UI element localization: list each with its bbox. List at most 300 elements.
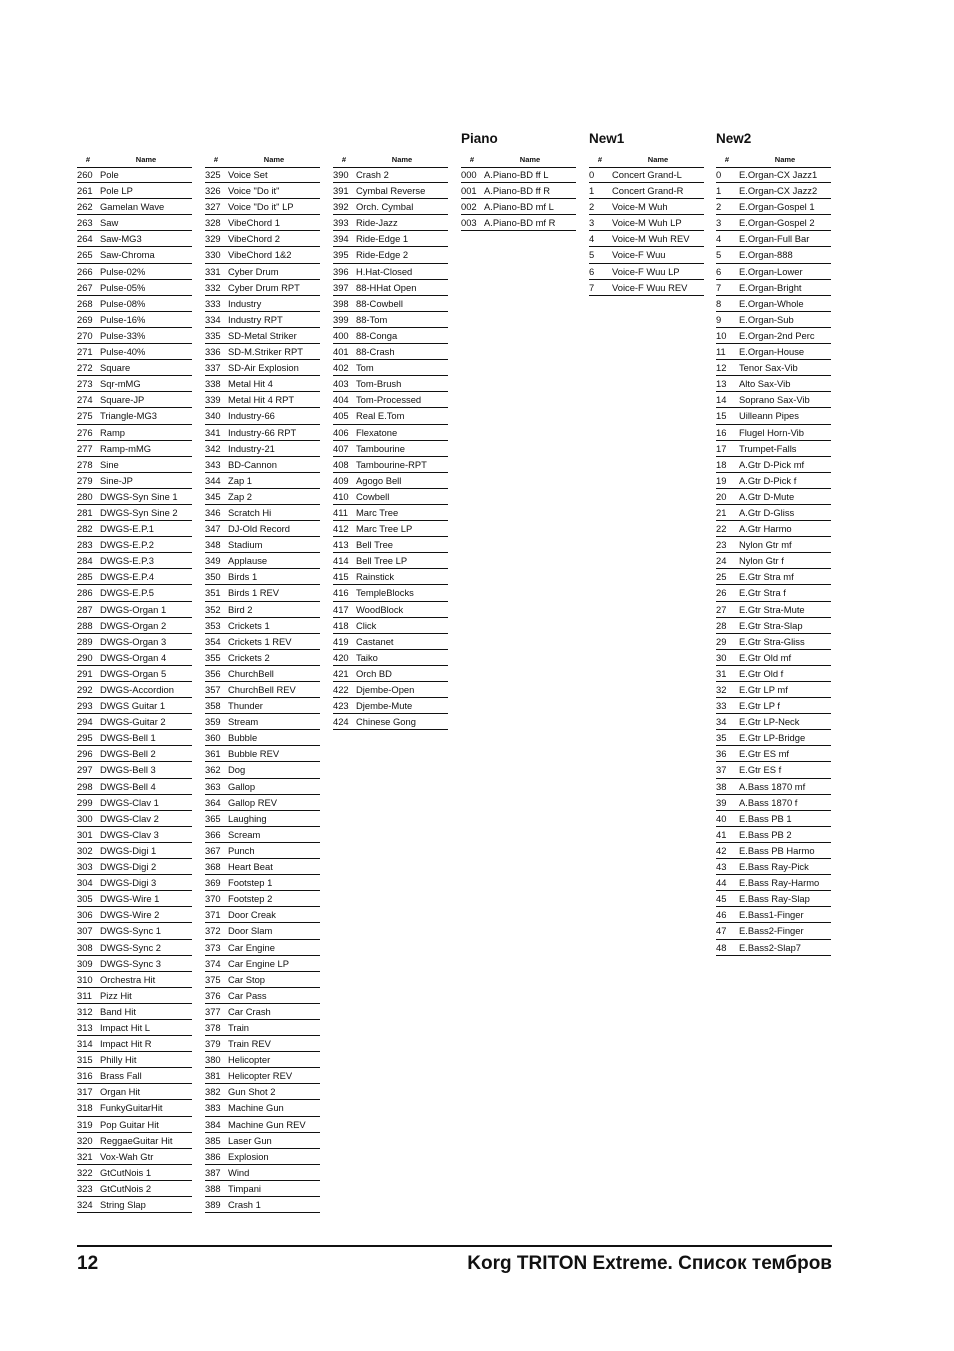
table-row xyxy=(716,489,831,505)
row-number: 308 xyxy=(77,941,93,953)
table-row xyxy=(77,634,192,650)
row-number: 10 xyxy=(716,329,727,341)
row-number: 384 xyxy=(205,1118,221,1130)
table-row xyxy=(205,940,320,956)
table-row xyxy=(77,280,192,296)
table-row xyxy=(333,215,448,231)
group-title-new2: New2 xyxy=(716,131,752,146)
row-number: 295 xyxy=(77,732,93,744)
table-row xyxy=(716,553,831,569)
row-list xyxy=(461,167,576,231)
table-row xyxy=(77,891,192,907)
row-name: Flugel Horn-Vib xyxy=(739,426,804,438)
row-number: 336 xyxy=(205,346,221,358)
table-row xyxy=(205,1052,320,1068)
table-row xyxy=(461,199,576,215)
table-row xyxy=(77,537,192,553)
row-name: SD-M.Striker RPT xyxy=(228,346,303,358)
row-number: 322 xyxy=(77,1166,93,1178)
row-name: DWGS-E.P.3 xyxy=(100,555,155,567)
table-row xyxy=(77,827,192,843)
table-row xyxy=(205,473,320,489)
row-name: E.Organ-Sub xyxy=(739,313,794,325)
row-number: 309 xyxy=(77,957,93,969)
page-number: 12 xyxy=(77,1253,99,1274)
row-name: Footstep 1 xyxy=(228,877,273,889)
row-name: DWGS-E.P.2 xyxy=(100,539,155,551)
table-row xyxy=(205,827,320,843)
table-row xyxy=(77,585,192,601)
row-name: Birds 1 xyxy=(228,571,258,583)
table-row xyxy=(205,585,320,601)
row-name: Cowbell xyxy=(356,490,390,502)
table-row xyxy=(205,795,320,811)
row-number: 15 xyxy=(716,410,727,422)
row-number: 38 xyxy=(716,780,727,792)
table-row xyxy=(205,746,320,762)
table-row xyxy=(716,360,831,376)
row-name: A.Piano-BD ff R xyxy=(484,185,551,197)
row-name: Vox-Wah Gtr xyxy=(100,1150,154,1162)
table-row xyxy=(716,602,831,618)
row-number: 318 xyxy=(77,1102,93,1114)
row-name: Castanet xyxy=(356,635,394,647)
table-row xyxy=(333,167,448,183)
row-name: Orchestra Hit xyxy=(100,973,156,985)
row-number: 345 xyxy=(205,490,221,502)
table-row xyxy=(205,537,320,553)
row-name: E.Organ-Bright xyxy=(739,281,802,293)
row-number: 317 xyxy=(77,1086,93,1098)
row-list xyxy=(205,167,320,1213)
table-row xyxy=(77,1020,192,1036)
table-row xyxy=(77,1036,192,1052)
table-row xyxy=(205,618,320,634)
row-name: ChurchBell xyxy=(228,667,274,679)
row-name: Tom-Brush xyxy=(356,378,402,390)
row-name: DWGS-Syn Sine 1 xyxy=(100,490,178,502)
row-number: 355 xyxy=(205,651,221,663)
row-number: 319 xyxy=(77,1118,93,1130)
table-row xyxy=(716,231,831,247)
row-number: 6 xyxy=(716,265,722,277)
row-name: Thunder xyxy=(228,700,263,712)
row-name: E.Gtr Stra-Mute xyxy=(739,603,805,615)
table-row xyxy=(589,247,704,263)
table-row xyxy=(77,473,192,489)
row-name: DWGS-Organ 3 xyxy=(100,635,167,647)
row-name: E.Organ-Gospel 1 xyxy=(739,201,815,213)
row-number: 0 xyxy=(716,169,722,180)
row-name: Bubble REV xyxy=(228,748,280,760)
row-number: 307 xyxy=(77,925,93,937)
row-name: DWGS-Clav 3 xyxy=(100,828,159,840)
row-number: 371 xyxy=(205,909,221,921)
row-name: DWGS-Guitar 2 xyxy=(100,716,166,728)
row-name: E.Gtr ES mf xyxy=(739,748,790,760)
row-number: 288 xyxy=(77,619,93,631)
row-number: 45 xyxy=(716,893,727,905)
row-number: 280 xyxy=(77,490,93,502)
table-row xyxy=(205,505,320,521)
row-number: 373 xyxy=(205,941,221,953)
row-name: DWGS-Organ 2 xyxy=(100,619,167,631)
row-number: 11 xyxy=(716,346,726,358)
row-name: Ride-Edge 1 xyxy=(356,233,409,245)
row-list xyxy=(333,167,448,730)
row-number: 292 xyxy=(77,684,93,695)
row-name: DWGS-Wire 1 xyxy=(100,893,160,905)
table-row xyxy=(205,1165,320,1181)
row-name: Ride-Edge 2 xyxy=(356,249,409,261)
table-row xyxy=(77,489,192,505)
row-name: E.Gtr Stra-Slap xyxy=(739,619,803,631)
row-name: Zap 2 xyxy=(228,490,252,502)
table-row xyxy=(77,859,192,875)
row-name: E.Bass1-Finger xyxy=(739,909,804,921)
row-number: 267 xyxy=(77,281,93,293)
row-name: DWGS-Sync 1 xyxy=(100,925,161,937)
row-number: 268 xyxy=(77,297,93,309)
row-name: E.Gtr Stra-Gliss xyxy=(739,635,805,647)
table-row xyxy=(333,247,448,263)
row-name: VibeChord 1 xyxy=(228,217,280,229)
row-name: A.Piano-BD mf L xyxy=(484,201,554,213)
table-row xyxy=(205,1133,320,1149)
row-number: 21 xyxy=(716,506,727,518)
row-number: 362 xyxy=(205,764,221,776)
row-number: 302 xyxy=(77,844,93,856)
table-row xyxy=(333,328,448,344)
table-row xyxy=(716,618,831,634)
row-number: 297 xyxy=(77,764,93,776)
row-number: 43 xyxy=(716,861,727,873)
table-row xyxy=(333,312,448,328)
row-number: 3 xyxy=(716,217,722,229)
row-number: 335 xyxy=(205,329,221,341)
row-number: 413 xyxy=(333,539,349,551)
row-number: 348 xyxy=(205,539,221,551)
row-name: Philly Hit xyxy=(100,1054,137,1066)
row-number: 312 xyxy=(77,1005,93,1017)
row-name: Voice-F Wuu REV xyxy=(612,281,688,293)
row-number: 366 xyxy=(205,828,221,840)
table-row xyxy=(77,1068,192,1084)
row-name: Nylon Gtr mf xyxy=(739,539,792,551)
row-number: 417 xyxy=(333,603,349,615)
row-number: 28 xyxy=(716,619,727,631)
row-name: Stadium xyxy=(228,539,263,551)
row-number: 405 xyxy=(333,410,349,422)
table-row xyxy=(716,859,831,875)
row-number: 31 xyxy=(716,667,727,679)
table-row xyxy=(77,746,192,762)
table-row xyxy=(205,425,320,441)
row-name: E.Gtr Old f xyxy=(739,667,784,679)
table-row xyxy=(716,891,831,907)
row-name: Square-JP xyxy=(100,394,145,406)
row-name: SD-Metal Striker xyxy=(228,329,297,341)
row-number: 32 xyxy=(716,684,727,695)
row-number: 328 xyxy=(205,217,221,229)
table-row xyxy=(205,231,320,247)
table-row xyxy=(333,457,448,473)
row-number: 327 xyxy=(205,201,221,213)
row-name: A.Gtr D-Pick mf xyxy=(739,458,805,470)
row-number: 379 xyxy=(205,1038,221,1050)
row-number: 398 xyxy=(333,297,349,309)
row-name: DWGS-Bell 4 xyxy=(100,780,156,792)
row-name: Click xyxy=(356,619,377,631)
row-number: 376 xyxy=(205,989,221,1001)
table-row xyxy=(333,682,448,698)
row-number: 002 xyxy=(461,201,477,213)
row-name: DWGS-Clav 2 xyxy=(100,812,159,824)
row-number: 39 xyxy=(716,796,727,808)
row-number: 36 xyxy=(716,748,727,760)
row-name: Door Slam xyxy=(228,925,273,937)
table-row xyxy=(333,650,448,666)
table-row xyxy=(205,1084,320,1100)
table-row xyxy=(205,843,320,859)
row-list xyxy=(77,167,192,1213)
row-name: VibeChord 1&2 xyxy=(228,249,292,261)
row-number: 365 xyxy=(205,812,221,824)
table-row xyxy=(77,167,192,183)
row-name: E.Organ-Full Bar xyxy=(739,233,810,245)
row-name: Impact Hit L xyxy=(100,1021,151,1033)
row-number: 342 xyxy=(205,442,221,454)
row-number: 14 xyxy=(716,394,727,406)
row-number: 3 xyxy=(589,217,595,229)
row-number: 360 xyxy=(205,732,221,744)
row-number: 12 xyxy=(716,362,727,374)
table-row xyxy=(716,650,831,666)
row-number: 29 xyxy=(716,635,727,647)
row-number: 346 xyxy=(205,506,221,518)
row-name: Industry-21 xyxy=(228,442,275,454)
table-row xyxy=(77,231,192,247)
row-number: 311 xyxy=(77,989,92,1001)
row-number: 16 xyxy=(716,426,727,438)
table-row xyxy=(716,215,831,231)
table-row xyxy=(77,312,192,328)
table-row xyxy=(333,408,448,424)
row-number: 401 xyxy=(333,346,349,358)
row-name: A.Piano-BD mf R xyxy=(484,217,556,229)
row-number: 300 xyxy=(77,812,93,824)
table-row xyxy=(77,215,192,231)
row-name: Djembe-Open xyxy=(356,684,415,695)
row-number: 35 xyxy=(716,732,727,744)
header-number: # xyxy=(341,155,347,164)
table-row xyxy=(77,1197,192,1213)
row-name: Industry-66 xyxy=(228,410,275,422)
row-number: 7 xyxy=(716,281,722,293)
row-number: 275 xyxy=(77,410,93,422)
row-name: Car Engine xyxy=(228,941,275,953)
table-row xyxy=(205,698,320,714)
table-row xyxy=(205,891,320,907)
table-row xyxy=(333,344,448,360)
row-number: 423 xyxy=(333,700,349,712)
table-row xyxy=(205,489,320,505)
table-row xyxy=(716,344,831,360)
table-row xyxy=(461,183,576,199)
row-number: 330 xyxy=(205,249,221,261)
row-name: Bubble xyxy=(228,732,258,744)
table-row xyxy=(205,1181,320,1197)
row-name: Ramp xyxy=(100,426,126,438)
row-number: 46 xyxy=(716,909,727,921)
table-row xyxy=(77,376,192,392)
table-row xyxy=(77,569,192,585)
table-row xyxy=(77,1004,192,1020)
row-name: Voice-M Wuh xyxy=(612,201,668,213)
row-number: 420 xyxy=(333,651,349,663)
row-number: 349 xyxy=(205,555,221,567)
row-number: 271 xyxy=(77,346,93,358)
table-row xyxy=(77,843,192,859)
row-number: 33 xyxy=(716,700,727,712)
row-number: 003 xyxy=(461,217,477,229)
table-row xyxy=(716,682,831,698)
table-row xyxy=(461,215,576,231)
table-row xyxy=(716,537,831,553)
row-name: Band Hit xyxy=(100,1005,136,1017)
row-number: 276 xyxy=(77,426,93,438)
row-number: 2 xyxy=(589,201,595,213)
row-number: 291 xyxy=(77,667,93,679)
row-name: Taiko xyxy=(356,651,378,663)
table-row xyxy=(716,714,831,730)
row-name: BD-Cannon xyxy=(228,458,277,470)
table-row xyxy=(77,1165,192,1181)
table-row xyxy=(716,264,831,280)
table-row xyxy=(205,1117,320,1133)
row-name: ReggaeGuitar Hit xyxy=(100,1134,173,1146)
row-name: DWGS-Syn Sine 2 xyxy=(100,506,178,518)
table-row xyxy=(205,923,320,939)
table-row xyxy=(716,730,831,746)
table-row xyxy=(333,666,448,682)
row-name: Metal Hit 4 RPT xyxy=(228,394,295,406)
row-number: 1 xyxy=(716,185,722,197)
row-name: Pole LP xyxy=(100,185,133,197)
row-number: 389 xyxy=(205,1199,221,1210)
table-row xyxy=(77,602,192,618)
row-number: 30 xyxy=(716,651,727,663)
table-row xyxy=(205,859,320,875)
table-row xyxy=(205,183,320,199)
table-row xyxy=(205,682,320,698)
table-row xyxy=(716,746,831,762)
row-number: 27 xyxy=(716,603,727,615)
row-number: 20 xyxy=(716,490,727,502)
row-name: E.Organ-House xyxy=(739,346,805,358)
row-name: Voice-F Wuu xyxy=(612,249,666,261)
row-number: 41 xyxy=(716,828,727,840)
row-number: 261 xyxy=(77,185,93,197)
row-number: 386 xyxy=(205,1150,221,1162)
row-name: Uilleann Pipes xyxy=(739,410,799,422)
table-row xyxy=(205,972,320,988)
row-name: Saw xyxy=(100,217,119,229)
row-number: 34 xyxy=(716,716,727,728)
table-row xyxy=(77,344,192,360)
table-row xyxy=(77,1133,192,1149)
row-name: Voice "Do it" LP xyxy=(228,201,294,213)
row-name: DWGS-Sync 2 xyxy=(100,941,161,953)
table-row xyxy=(205,714,320,730)
row-name: VibeChord 2 xyxy=(228,233,280,245)
table-row xyxy=(77,618,192,634)
row-name: Cymbal Reverse xyxy=(356,185,426,197)
row-name: Gun Shot 2 xyxy=(228,1086,276,1098)
table-row xyxy=(77,682,192,698)
row-number: 277 xyxy=(77,442,93,454)
row-name: Chinese Gong xyxy=(356,716,416,728)
table-row xyxy=(205,1149,320,1165)
table-row xyxy=(333,618,448,634)
row-name: Marc Tree xyxy=(356,506,399,518)
table-row xyxy=(205,779,320,795)
row-name: Trumpet-Falls xyxy=(739,442,797,454)
table-row xyxy=(333,441,448,457)
row-name: Machine Gun xyxy=(228,1102,284,1114)
table-row xyxy=(716,425,831,441)
table-row xyxy=(77,1100,192,1116)
row-number: 410 xyxy=(333,490,349,502)
row-name: A.Gtr D-Gliss xyxy=(739,506,795,518)
row-name: Bell Tree xyxy=(356,539,393,551)
row-number: 353 xyxy=(205,619,221,631)
row-name: Saw-Chroma xyxy=(100,249,155,261)
table-row xyxy=(205,1036,320,1052)
row-name: Sqr-mMG xyxy=(100,378,141,390)
table-row xyxy=(716,666,831,682)
table-row xyxy=(205,376,320,392)
row-name: Gallop xyxy=(228,780,256,792)
row-number: 388 xyxy=(205,1182,221,1194)
row-name: Industry xyxy=(228,297,262,309)
row-name: E.Bass PB 1 xyxy=(739,812,792,824)
row-number: 284 xyxy=(77,555,93,567)
row-name: Pulse-05% xyxy=(100,281,146,293)
table-row xyxy=(333,183,448,199)
page-footer-title: Korg TRITON Extreme. Список тембров xyxy=(467,1253,832,1274)
row-name: Voice "Do it" xyxy=(228,185,280,197)
row-number: 305 xyxy=(77,893,93,905)
row-name: Crickets 1 xyxy=(228,619,270,631)
table-row xyxy=(205,988,320,1004)
row-number: 272 xyxy=(77,362,93,374)
row-number: 274 xyxy=(77,394,93,406)
row-name: Applause xyxy=(228,555,268,567)
table-row xyxy=(716,505,831,521)
row-name: Tom-Processed xyxy=(356,394,422,406)
row-number: 264 xyxy=(77,233,93,245)
row-number: 395 xyxy=(333,249,349,261)
row-number: 325 xyxy=(205,169,221,180)
table-row xyxy=(77,553,192,569)
row-name: 88-Cowbell xyxy=(356,297,403,309)
row-number: 7 xyxy=(589,281,595,293)
row-number: 4 xyxy=(716,233,722,245)
row-name: DWGS-E.P.4 xyxy=(100,571,155,583)
row-number: 337 xyxy=(205,362,221,374)
row-number: 17 xyxy=(716,442,727,454)
